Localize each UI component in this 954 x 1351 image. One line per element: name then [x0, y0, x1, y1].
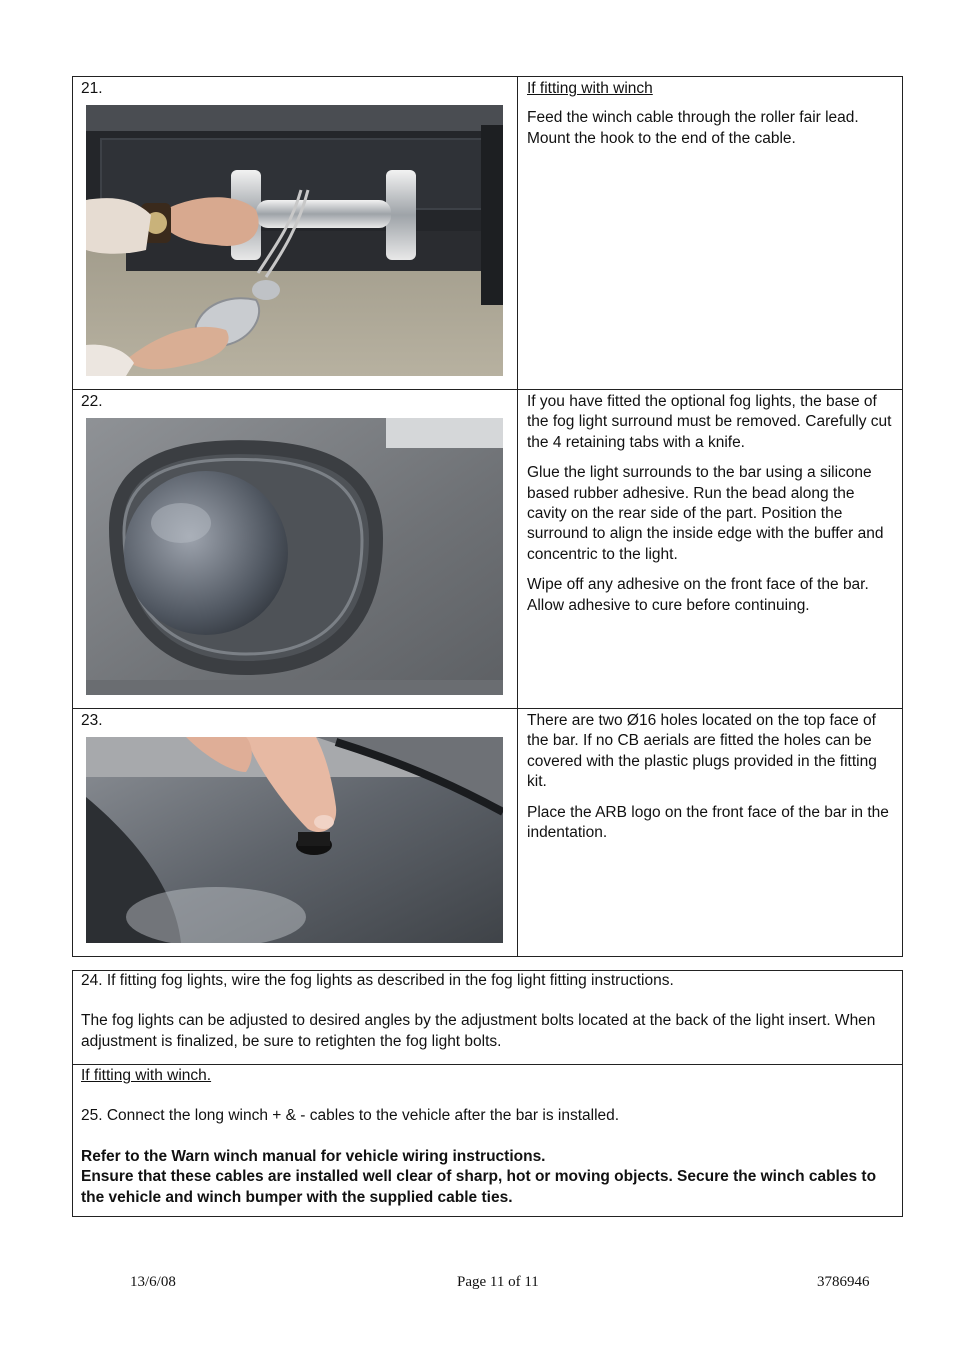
step-paragraph: Glue the light surrounds to the bar using a silicone based rubber adhesive. Run the bead along the cavity on the rear side of the part. Position the surround to align the inside edge with the buffer and concentric to the light.: [527, 464, 884, 563]
footer-document-number: 3786946: [817, 1274, 870, 1290]
step-paragraph: If you have fitted the optional fog lights, the base of the fog light surround must be removed. Carefully cut the 4 retaining tabs with a knife.: [527, 393, 892, 451]
step-row: [73, 709, 903, 957]
step-paragraph: Wipe off any adhesive on the front face of the bar. Allow adhesive to cure before continuing.: [527, 576, 869, 614]
step-number: 22.: [81, 393, 103, 410]
step-text-cell: [518, 709, 903, 957]
winch-hook-photo: [86, 105, 503, 376]
step-paragraph: Place the ARB logo on the front face of the bar in the indentation.: [527, 803, 889, 842]
step-24-text: 24. If fitting fog lights, wire the fog lights as described in the fog light fitting instructions.: [81, 972, 674, 989]
step-text-cell: [518, 390, 903, 709]
plug-insertion-photo: [86, 737, 503, 943]
fog-light-wiring-box: [72, 970, 903, 1065]
step-row: [73, 390, 903, 709]
warn-manual-reference: Refer to the Warn winch manual for vehicle wiring instructions.: [81, 1147, 546, 1165]
step-number: 23.: [81, 712, 103, 729]
footer-date: 13/6/08: [130, 1274, 176, 1290]
fog-light-photo: [86, 418, 503, 695]
step-paragraph: Feed the winch cable through the roller fair lead. Mount the hook to the end of the cable.: [527, 109, 859, 147]
step-25-text: 25. Connect the long winch + & - cables to the vehicle after the bar is installed.: [81, 1107, 620, 1125]
step-image-cell: [73, 390, 518, 709]
step-heading: If fitting with winch: [527, 80, 653, 97]
step-image-cell: [73, 77, 518, 390]
winch-wiring-box: [72, 1064, 903, 1217]
step-paragraph: There are two Ø16 holes located on the top face of the bar. If no CB aerials are fitted the holes can be covered with the plastic plugs provided in the fitting kit.: [527, 712, 877, 791]
winch-heading: If fitting with winch.: [81, 1067, 212, 1084]
instruction-steps-table: [72, 76, 903, 957]
cable-safety-warning: Ensure that these cables are installed well clear of sharp, hot or moving objects. Secure the winch cables to the vehicle and winch bumper with the supplied cable ties.: [81, 1168, 877, 1206]
footer-page-number: Page 11 of 11: [457, 1274, 539, 1290]
step-text-cell: [518, 77, 903, 390]
step-row: [73, 77, 903, 390]
step-number: 21.: [81, 80, 103, 97]
fog-adjust-text: The fog lights can be adjusted to desired angles by the adjustment bolts located at the back of the light insert. When adjustment is finalized, be sure to retighten the fog light bolts.: [81, 1012, 876, 1050]
step-image-cell: [73, 709, 518, 957]
